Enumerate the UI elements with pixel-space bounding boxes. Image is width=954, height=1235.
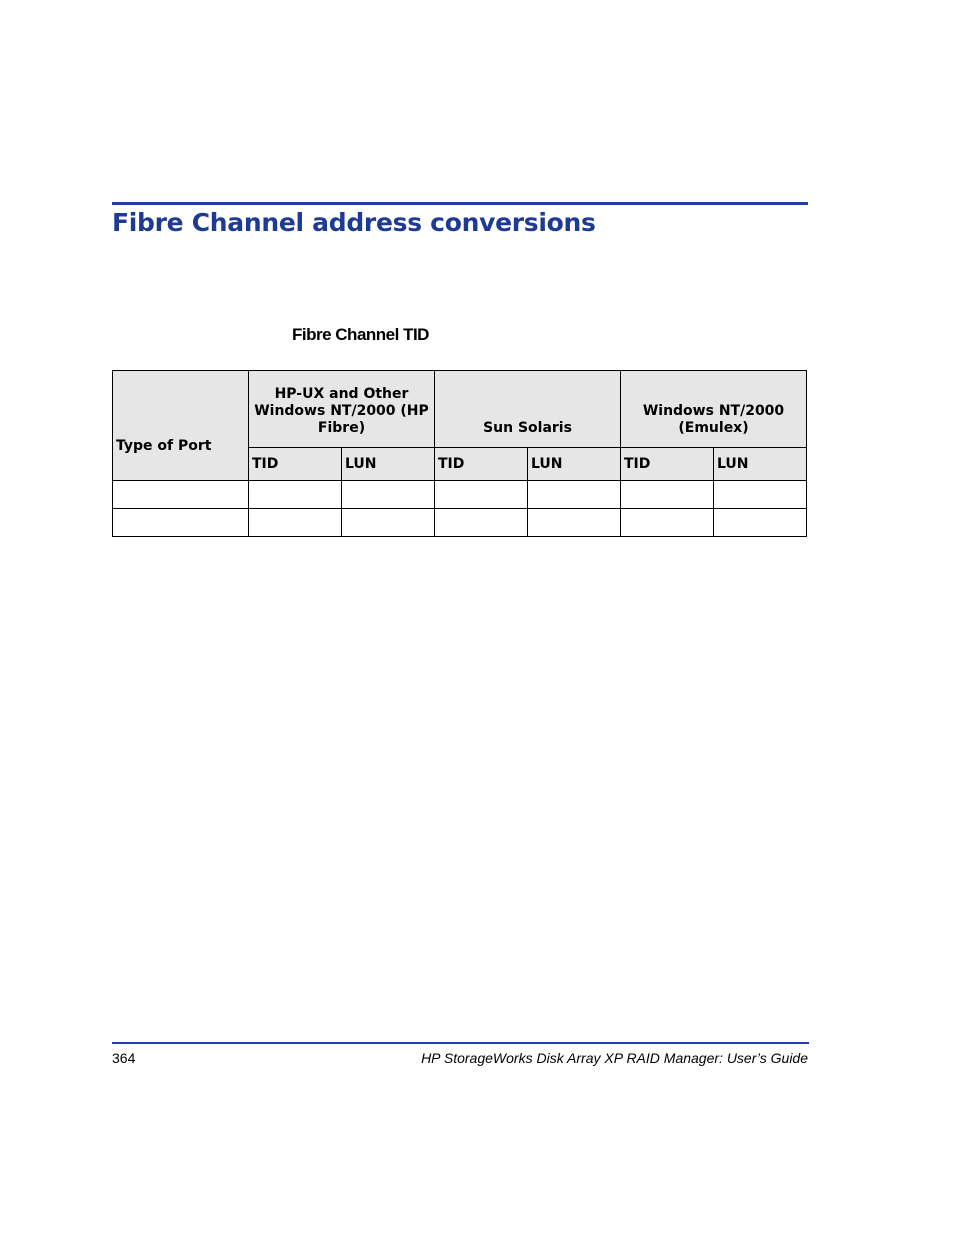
- header-group-solaris: Sun Solaris: [435, 371, 621, 448]
- header-sub-tid: TID: [435, 448, 528, 481]
- header-type-of-port: Type of Port: [113, 371, 249, 481]
- page-number: 364: [112, 1050, 136, 1066]
- top-rule: [112, 202, 808, 205]
- table-cell: [621, 509, 714, 537]
- header-sub-tid: TID: [249, 448, 342, 481]
- header-group-hpux: HP-UX and Other Windows NT/2000 (HP Fibre): [249, 371, 435, 448]
- table-cell: [342, 509, 435, 537]
- table-cell: [714, 509, 807, 537]
- running-footer-title: HP StorageWorks Disk Array XP RAID Manager: User’s Guide: [421, 1050, 808, 1066]
- table-cell: [435, 481, 528, 509]
- table-cell: [249, 509, 342, 537]
- table-caption: Fibre Channel TID: [292, 325, 429, 344]
- table-cell: [249, 481, 342, 509]
- table-cell: [714, 481, 807, 509]
- header-sub-lun: LUN: [528, 448, 621, 481]
- table-cell: [113, 509, 249, 537]
- header-group-windows: Windows NT/2000 (Emulex): [621, 371, 807, 448]
- table-cell: [113, 481, 249, 509]
- header-sub-lun: LUN: [714, 448, 807, 481]
- header-sub-tid: TID: [621, 448, 714, 481]
- section-title: Fibre Channel address conversions: [112, 208, 596, 237]
- footer-rule: [112, 1042, 809, 1044]
- table-row: [113, 481, 807, 509]
- table-row: [113, 509, 807, 537]
- table-cell: [342, 481, 435, 509]
- table-cell: [621, 481, 714, 509]
- table-cell: [528, 509, 621, 537]
- table-cell: [435, 509, 528, 537]
- header-sub-lun: LUN: [342, 448, 435, 481]
- conversion-table: [112, 370, 807, 537]
- table-cell: [528, 481, 621, 509]
